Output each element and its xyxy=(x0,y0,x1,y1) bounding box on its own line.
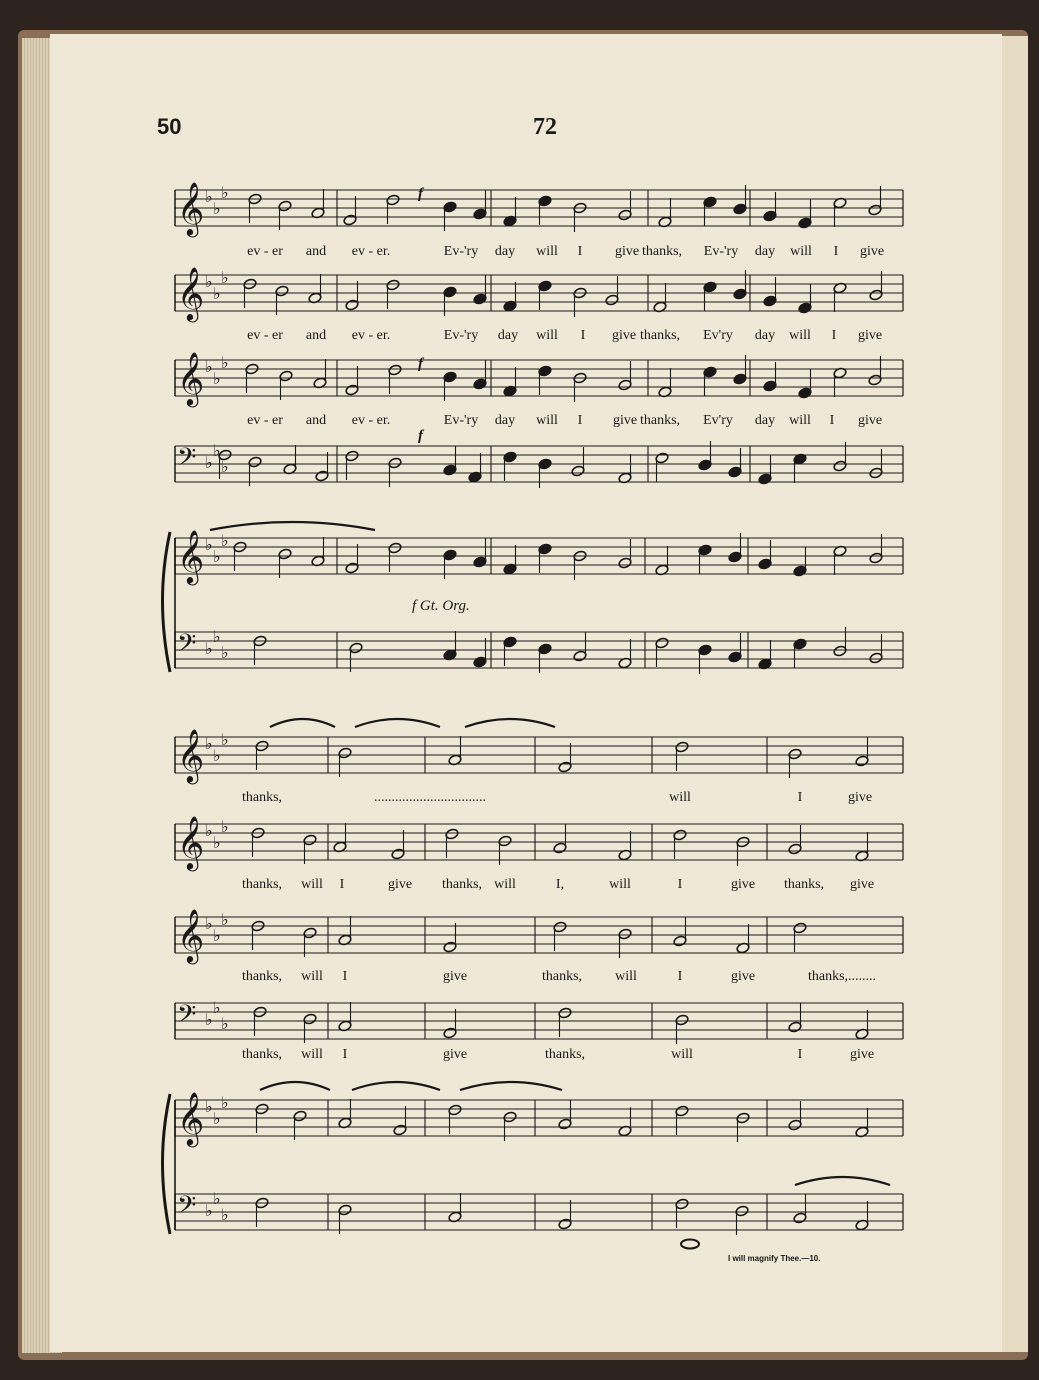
lyrics-system1-line3 xyxy=(175,413,905,431)
flat-icon: ♭ xyxy=(221,353,229,372)
slur xyxy=(795,1177,890,1185)
flat-icon: ♭ xyxy=(213,199,221,218)
lyric-syllable: will xyxy=(494,877,516,892)
lyric-syllable: I xyxy=(342,1047,348,1062)
lyric-syllable: Ev'ry xyxy=(703,413,733,428)
flat-icon: ♭ xyxy=(205,357,213,376)
flat-icon: ♭ xyxy=(221,531,229,550)
lyric-syllable: I xyxy=(339,877,345,892)
lyric-syllable: thanks, xyxy=(783,877,825,892)
lyric-syllable: give xyxy=(442,969,468,984)
flat-icon: ♭ xyxy=(213,369,221,388)
lyric-syllable: thanks, xyxy=(639,328,681,343)
lyric-syllable: will xyxy=(609,877,631,892)
flat-icon: ♭ xyxy=(213,547,221,566)
lyric-syllable: I xyxy=(797,1047,803,1062)
lyric-syllable: ev - er xyxy=(247,413,283,428)
lyric-syllable: day xyxy=(497,328,519,343)
flat-icon: ♭ xyxy=(205,821,213,840)
flat-icon: ♭ xyxy=(221,183,229,202)
lyric-syllable: ev - er xyxy=(247,244,283,259)
flat-icon: ♭ xyxy=(205,535,213,554)
dynamic-forte-3: f xyxy=(418,428,423,444)
flat-icon: ♭ xyxy=(213,441,221,460)
lyric-syllable: Ev-'ry xyxy=(443,413,479,428)
lyric-syllable: I xyxy=(677,969,683,984)
lyric-syllable: and xyxy=(305,328,327,343)
lyric-syllable: give xyxy=(847,790,873,805)
lyric-syllable: will xyxy=(301,969,323,984)
slur xyxy=(352,1082,440,1090)
lyric-syllable: day xyxy=(494,244,516,259)
lyric-syllable: ev - er. xyxy=(351,244,391,259)
flat-icon: ♭ xyxy=(205,187,213,206)
treble-clef-icon: 𝄞 xyxy=(177,266,205,320)
flat-icon: ♭ xyxy=(213,998,221,1017)
treble-clef-icon: 𝄞 xyxy=(177,351,205,405)
lyric-syllable: I xyxy=(577,413,583,428)
flat-icon: ♭ xyxy=(213,1109,221,1128)
slur xyxy=(355,719,440,727)
bass-clef-icon: 𝄢 xyxy=(177,629,197,664)
slur xyxy=(465,719,555,727)
left-page-number: 50 xyxy=(157,114,182,139)
lyric-syllable: will xyxy=(790,244,812,259)
flat-icon: ♭ xyxy=(221,268,229,287)
flat-icon: ♭ xyxy=(221,1205,229,1224)
lyric-syllable: I, xyxy=(555,877,565,892)
lyric-syllable: give xyxy=(730,877,756,892)
lyric-syllable: give xyxy=(849,1047,875,1062)
flat-icon: ♭ xyxy=(221,1093,229,1112)
lyric-syllable: I xyxy=(831,328,837,343)
flat-icon: ♭ xyxy=(213,1189,221,1208)
lyric-syllable: thanks, xyxy=(241,969,283,984)
lyric-syllable: thanks, xyxy=(641,244,683,259)
lyric-syllable: give xyxy=(611,328,637,343)
lyric-syllable: I xyxy=(833,244,839,259)
treble-clef-icon: 𝄞 xyxy=(177,728,205,782)
lyric-syllable: Ev-'ry xyxy=(443,328,479,343)
slur xyxy=(260,1082,330,1090)
lyric-syllable: will xyxy=(301,877,323,892)
lyrics-system1-line1 xyxy=(175,244,905,262)
treble-clef-icon: 𝄞 xyxy=(177,181,205,235)
lyric-syllable: give xyxy=(387,877,413,892)
lyrics-system2-line1 xyxy=(175,790,905,808)
lyrics-system2-line3 xyxy=(175,969,905,987)
lyric-syllable: thanks, xyxy=(441,877,483,892)
lyric-syllable: I xyxy=(677,877,683,892)
bass-clef-icon: 𝄢 xyxy=(177,1191,197,1226)
flat-icon: ♭ xyxy=(213,627,221,646)
treble-clef-icon: 𝄞 xyxy=(177,1091,205,1145)
flat-icon: ♭ xyxy=(205,1201,213,1220)
lyric-syllable: I xyxy=(829,413,835,428)
lyric-syllable: thanks, xyxy=(241,877,283,892)
flat-icon: ♭ xyxy=(213,926,221,945)
lyric-syllable: will xyxy=(536,413,558,428)
lyric-syllable: thanks, xyxy=(241,1047,283,1062)
brace-2 xyxy=(163,1094,171,1234)
lyric-syllable: will xyxy=(669,790,691,805)
lyric-syllable: will xyxy=(615,969,637,984)
slur xyxy=(460,1082,562,1090)
footer-note: I will magnify Thee.—10. xyxy=(728,1254,821,1263)
lyric-syllable: ev - er. xyxy=(351,413,391,428)
lyric-syllable: thanks, xyxy=(639,413,681,428)
lyric-syllable: give xyxy=(857,413,883,428)
flat-icon: ♭ xyxy=(205,734,213,753)
lyric-syllable: ev - er xyxy=(247,328,283,343)
dynamic-forte-1: f xyxy=(418,186,423,202)
flat-icon: ♭ xyxy=(221,457,229,476)
lyric-syllable: Ev'ry xyxy=(703,328,733,343)
lyric-syllable: ................................ xyxy=(374,790,486,805)
lyric-syllable: thanks, xyxy=(544,1047,586,1062)
bass-clef-icon: 𝄢 xyxy=(177,1000,197,1035)
organ-marking: f Gt. Org. xyxy=(412,598,470,614)
flat-icon: ♭ xyxy=(221,817,229,836)
flat-icon: ♭ xyxy=(221,730,229,749)
lyric-syllable: will xyxy=(789,328,811,343)
whole-note xyxy=(681,1240,699,1249)
lyric-syllable: give xyxy=(442,1047,468,1062)
flat-icon: ♭ xyxy=(213,284,221,303)
lyrics-system2-line2 xyxy=(175,877,905,895)
flat-icon: ♭ xyxy=(205,272,213,291)
lyric-syllable: give xyxy=(859,244,885,259)
lyric-syllable: give xyxy=(857,328,883,343)
flat-icon: ♭ xyxy=(213,746,221,765)
flat-icon: ♭ xyxy=(213,833,221,852)
slur xyxy=(210,522,375,530)
flat-icon: ♭ xyxy=(205,1010,213,1029)
flat-icon: ♭ xyxy=(205,1097,213,1116)
lyric-syllable: give xyxy=(614,244,640,259)
treble-clef-icon: 𝄞 xyxy=(177,908,205,962)
lyric-syllable: will xyxy=(536,328,558,343)
treble-clef-icon: 𝄞 xyxy=(177,815,205,869)
slur xyxy=(270,719,335,727)
lyric-syllable: I xyxy=(580,328,586,343)
lyric-syllable: day xyxy=(754,413,776,428)
lyric-syllable: will xyxy=(536,244,558,259)
lyric-syllable: Ev-'ry xyxy=(703,244,739,259)
lyrics-system1-line2 xyxy=(175,328,905,346)
lyric-syllable: ev - er. xyxy=(351,328,391,343)
lyric-syllable: day xyxy=(494,413,516,428)
lyric-syllable: and xyxy=(305,244,327,259)
lyric-syllable: I xyxy=(797,790,803,805)
lyric-syllable: thanks,........ xyxy=(807,969,877,984)
flat-icon: ♭ xyxy=(221,910,229,929)
flat-icon: ♭ xyxy=(205,639,213,658)
lyric-syllable: I xyxy=(577,244,583,259)
lyric-syllable: will xyxy=(789,413,811,428)
flat-icon: ♭ xyxy=(205,914,213,933)
lyric-syllable: will xyxy=(671,1047,693,1062)
treble-clef-icon: 𝄞 xyxy=(177,529,205,583)
lyric-syllable: day xyxy=(754,244,776,259)
bass-clef-icon: 𝄢 xyxy=(177,443,197,478)
lyric-syllable: give xyxy=(612,413,638,428)
lyric-syllable: Ev-'ry xyxy=(443,244,479,259)
lyric-syllable: will xyxy=(301,1047,323,1062)
brace xyxy=(163,532,171,672)
flat-icon: ♭ xyxy=(221,1014,229,1033)
lyric-syllable: thanks, xyxy=(241,790,283,805)
lyric-syllable: thanks, xyxy=(541,969,583,984)
lyric-syllable: and xyxy=(305,413,327,428)
lyric-syllable: give xyxy=(730,969,756,984)
flat-icon: ♭ xyxy=(221,643,229,662)
center-page-number: 72 xyxy=(533,114,557,140)
flat-icon: ♭ xyxy=(205,453,213,472)
lyric-syllable: day xyxy=(754,328,776,343)
dynamic-forte-2: f xyxy=(418,356,423,372)
lyric-syllable: give xyxy=(849,877,875,892)
lyrics-system2-line4 xyxy=(175,1047,905,1065)
lyric-syllable: I xyxy=(342,969,348,984)
